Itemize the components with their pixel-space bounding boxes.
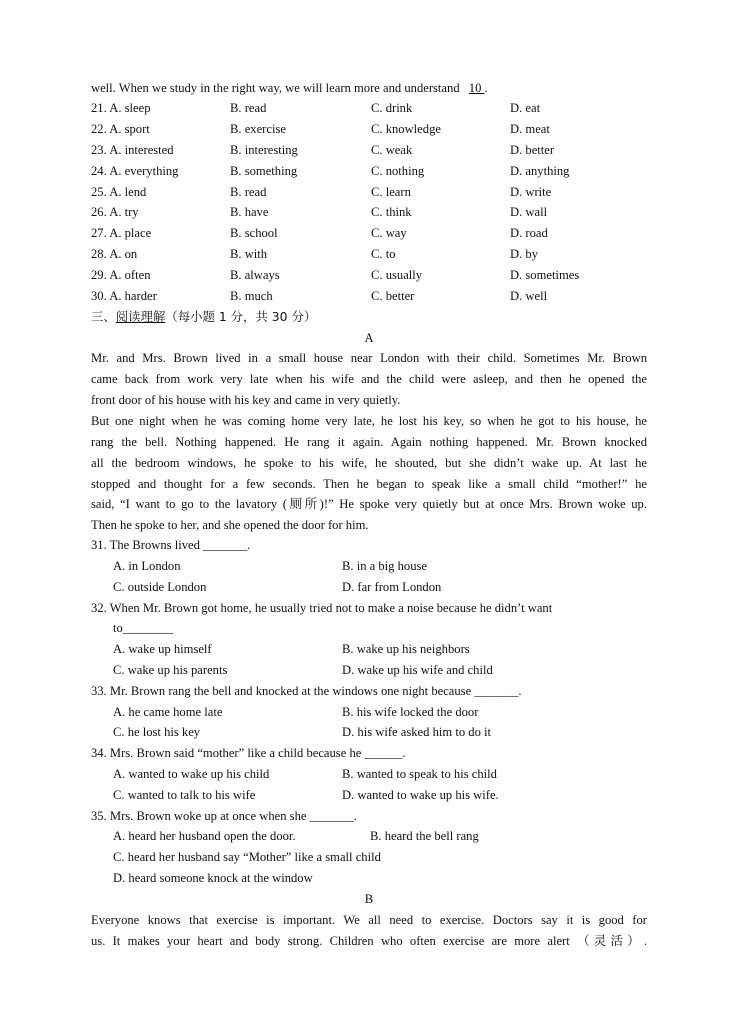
question-31-option-b: B. in a big house — [342, 559, 428, 573]
question-35-option-b: B. heard the bell rang — [370, 829, 479, 843]
option-c: C. usually — [371, 268, 423, 282]
option-row-23 — [91, 142, 651, 158]
question-35-option-c: C. heard her husband say “Mother” like a small child — [113, 850, 381, 864]
question-34-stem: 34. Mrs. Brown said “mother” like a child because he ______. — [91, 746, 406, 760]
option-b: B. read — [230, 185, 267, 199]
cloze-tail-text: well. When we study in the right way, we will learn more and understand — [91, 81, 460, 95]
option-c: C. better — [371, 289, 415, 303]
question-33-option-b: B. his wife locked the door — [342, 705, 479, 719]
option-d: D. sometimes — [510, 268, 580, 282]
option-c: C. learn — [371, 185, 411, 199]
passage-b-line: Everyone knows that exercise is important. We all need to exercise. Doctors say it is good for — [91, 913, 647, 927]
option-number: 21. A. sleep — [91, 101, 151, 115]
option-row-21 — [91, 100, 651, 116]
question-32-stem: 32. When Mr. Brown got home, he usually tried not to make a noise because he didn’t want — [91, 601, 553, 615]
option-number: 26. A. try — [91, 205, 139, 219]
option-b: B. always — [230, 268, 280, 282]
option-d: D. road — [510, 226, 548, 240]
question-31-option-a: A. in London — [113, 559, 181, 573]
question-33-option-c: C. he lost his key — [113, 725, 201, 739]
question-34-option-c: C. wanted to talk to his wife — [113, 788, 256, 802]
option-b: B. with — [230, 247, 268, 261]
option-d: D. meat — [510, 122, 550, 136]
question-31-stem: 31. The Browns lived _______. — [91, 538, 251, 552]
option-d: D. anything — [510, 164, 570, 178]
section-number: 三、 — [91, 309, 116, 324]
option-b: B. much — [230, 289, 273, 303]
option-row-26 — [91, 204, 651, 220]
section-scoring: （每小题 1 分，共 30 分） — [165, 309, 317, 324]
question-31-option-d: D. far from London — [342, 580, 442, 594]
passage-a-line: Then he spoke to her, and she opened the door for him. — [91, 518, 369, 532]
section-title: 阅读理解 — [115, 309, 166, 324]
passage-a-line: said, “I want to go to the lavatory (厕所)!” He spoke very quietly but at once Mrs. Brown woke up. — [91, 497, 647, 511]
option-b: B. read — [230, 101, 267, 115]
option-c: C. think — [371, 205, 412, 219]
question-32-option-d: D. wake up his wife and child — [342, 663, 493, 677]
passage-b-label: B — [364, 892, 374, 906]
option-b: B. have — [230, 205, 269, 219]
option-number: 29. A. often — [91, 268, 151, 282]
option-row-27 — [91, 225, 651, 241]
option-row-25 — [91, 184, 651, 200]
cloze-tail-end: . — [484, 81, 488, 95]
passage-a-line: Mr. and Mrs. Brown lived in a small house near London with their child. Sometimes Mr. Brown — [91, 351, 647, 365]
question-34-option-d: D. wanted to wake up his wife. — [342, 788, 499, 802]
question-33-option-d: D. his wife asked him to do it — [342, 725, 492, 739]
option-c: C. to — [371, 247, 396, 261]
option-d: D. by — [510, 247, 538, 261]
section-heading — [91, 309, 316, 325]
passage-a-label: A — [364, 331, 374, 345]
question-35-stem: 35. Mrs. Brown woke up at once when she _______. — [91, 809, 357, 823]
passage-a-line: stopped and thought for a few seconds. Then he began to speak like a small child “mother!” he — [91, 477, 647, 491]
question-33-stem: 33. Mr. Brown rang the bell and knocked at the windows one night because _______. — [91, 684, 522, 698]
option-row-22 — [91, 121, 651, 137]
option-row-30 — [91, 288, 651, 304]
passage-a-line: front door of his house with his key and came in very quietly. — [91, 393, 401, 407]
question-32-option-a: A. wake up himself — [113, 642, 212, 656]
passage-b-line: us. It makes your heart and body strong. Children who often exercise are more alert （灵活）. — [91, 934, 647, 948]
cloze-tail-line — [91, 80, 488, 96]
option-row-28 — [91, 246, 651, 262]
blank-10: 10 — [468, 81, 485, 95]
question-33-option-a: A. he came home late — [113, 705, 223, 719]
option-number: 24. A. everything — [91, 164, 179, 178]
question-32-option-c: C. wake up his parents — [113, 663, 228, 677]
option-c: C. way — [371, 226, 407, 240]
option-row-24 — [91, 163, 651, 179]
passage-a-line: came back from work very late when his wife and the child were asleep, and then he opened the — [91, 372, 647, 386]
option-b: B. interesting — [230, 143, 298, 157]
option-c: C. knowledge — [371, 122, 441, 136]
option-b: B. something — [230, 164, 298, 178]
passage-a-line: But one night when he was coming home very late, he lost his key, so when he got to his house, he — [91, 414, 647, 428]
option-c: C. drink — [371, 101, 413, 115]
option-row-29 — [91, 267, 651, 283]
option-number: 25. A. lend — [91, 185, 147, 199]
option-number: 28. A. on — [91, 247, 138, 261]
question-35-option-d: D. heard someone knock at the window — [113, 871, 313, 885]
option-b: B. exercise — [230, 122, 286, 136]
option-d: D. eat — [510, 101, 541, 115]
question-32-stem-cont: to________ — [113, 621, 174, 635]
question-34-option-b: B. wanted to speak to his child — [342, 767, 497, 781]
question-32-option-b: B. wake up his neighbors — [342, 642, 470, 656]
passage-a-line: rang the bell. Nothing happened. He rang it again. Again nothing happened. Mr. Brown knocked — [91, 435, 647, 449]
option-d: D. write — [510, 185, 552, 199]
option-d: D. better — [510, 143, 555, 157]
passage-a-line: all the bedroom windows, he spoke to his wife, he shouted, but she didn’t wake up. At last he — [91, 456, 647, 470]
question-31-option-c: C. outside London — [113, 580, 207, 594]
question-35-option-a: A. heard her husband open the door. — [113, 829, 296, 843]
option-number: 30. A. harder — [91, 289, 157, 303]
option-d: D. well — [510, 289, 548, 303]
option-number: 23. A. interested — [91, 143, 174, 157]
option-d: D. wall — [510, 205, 548, 219]
option-c: C. weak — [371, 143, 413, 157]
question-34-option-a: A. wanted to wake up his child — [113, 767, 270, 781]
option-c: C. nothing — [371, 164, 425, 178]
option-number: 27. A. place — [91, 226, 152, 240]
option-number: 22. A. sport — [91, 122, 150, 136]
option-b: B. school — [230, 226, 278, 240]
